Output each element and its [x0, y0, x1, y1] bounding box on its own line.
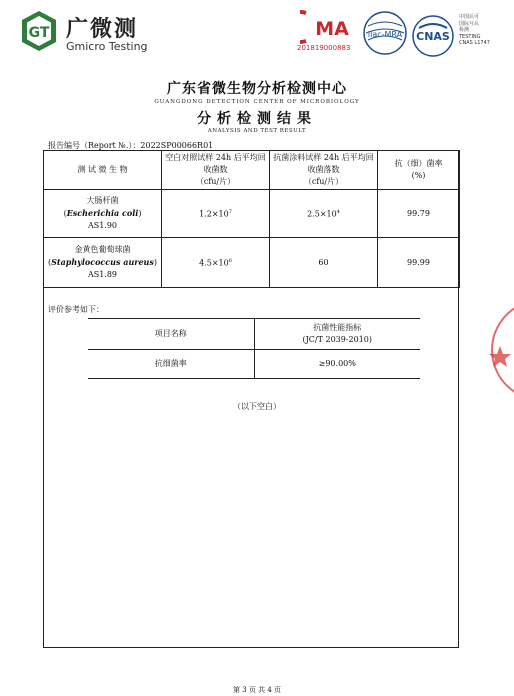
header-treated	[270, 151, 378, 190]
evaluation-header-row	[88, 319, 420, 350]
blank-count-cell	[162, 190, 270, 238]
results-table	[43, 150, 460, 288]
company-name-en: Gmicro Testing	[66, 40, 148, 53]
blank-count-exp: 7	[228, 209, 232, 216]
strain-name-cn: 金黄色葡萄球菌	[74, 245, 131, 254]
eval-value: ≥90.00%	[254, 350, 420, 379]
eval-header-index-label: 抗菌性能指标	[313, 323, 362, 332]
blank-count-exp: 6	[228, 258, 232, 265]
strain-id: AS1.89	[87, 270, 118, 279]
table-header-row	[44, 151, 460, 190]
header-treated-label: 抗菌涂料试样 24h 后平均回收菌落数	[273, 153, 374, 174]
strain-name-latin-wrap: (Staphylococcus aureus)	[47, 257, 158, 267]
header-rate	[378, 151, 460, 190]
strain-id: AS1.90	[87, 221, 118, 230]
header-rate-label: 抗（细）菌率	[394, 159, 443, 168]
eval-item: 抗细菌率	[88, 350, 254, 379]
strain-name-latin: Escherichia coli	[66, 208, 139, 218]
rate-cell: 99.99	[378, 238, 460, 288]
report-number: 报告编号（Report №.）：2022SP00066R01	[48, 141, 214, 150]
treated-count-base: 2.5×10	[307, 209, 337, 219]
blank-count-base: 4.5×10	[199, 258, 229, 268]
header-rate-unit: (%)	[411, 171, 426, 180]
report-title: 分析检测结果	[197, 111, 317, 127]
treated-count-exp: 4	[336, 209, 340, 216]
gmicro-logo-icon	[20, 10, 58, 52]
header-blank	[162, 151, 270, 190]
ilac-text: ilac-MRA	[367, 30, 403, 39]
organization-title-en: GUANGDONG DETECTION CENTER OF MICROBIOLOGY	[154, 99, 360, 105]
blank-count-base: 1.2×10	[199, 209, 229, 219]
evaluation-label: 评价参考如下：	[48, 305, 104, 314]
table-row	[44, 190, 460, 238]
strain-name-cn: 大肠杆菌	[86, 196, 119, 205]
evaluation-row	[88, 350, 420, 379]
strain-cell	[44, 190, 162, 238]
eval-header-index-std: (JC/T 2039-2010)	[302, 335, 373, 344]
header-blank-unit: （cfu/片）	[195, 177, 236, 186]
header-blank-label: 空白对照试样 24h 后平均回收菌数	[165, 153, 266, 174]
eval-header-index	[254, 319, 420, 350]
cnas-logo-icon	[411, 14, 455, 58]
blank-below-note: （以下空白）	[233, 402, 281, 411]
cnas-text: CNAS	[416, 30, 450, 43]
red-seal-icon	[486, 298, 514, 402]
cma-number: 201819000883	[297, 44, 351, 52]
eval-header-item: 项目名称	[88, 319, 254, 350]
strain-name-latin-wrap: (Escherichia coli)	[63, 208, 142, 218]
evaluation-table	[88, 318, 420, 379]
strain-name-latin: Staphylococcus aureus	[51, 257, 154, 267]
ilac-mra-icon	[362, 10, 408, 56]
strain-cell	[44, 238, 162, 288]
treated-count-cell: 60	[270, 238, 378, 288]
company-name-cn: 广微测	[66, 17, 139, 42]
cnas-accreditation-text: 中国认可 国际互认 检测 TESTING CNAS L1747	[459, 14, 490, 46]
rate-cell: 99.79	[378, 190, 460, 238]
treated-count-cell	[270, 190, 378, 238]
header-strain: 测 试 微 生 物	[44, 151, 162, 190]
blank-count-cell	[162, 238, 270, 288]
table-row	[44, 238, 460, 288]
cma-mark-text: MA	[315, 18, 349, 40]
cma-mark-icon	[300, 10, 358, 44]
logo-mark-text: GT	[28, 25, 50, 41]
organization-title: 广东省微生物分析检测中心	[167, 81, 347, 97]
header-treated-unit: （cfu/片）	[303, 177, 344, 186]
page-number: 第 3 页 共 4 页	[232, 686, 282, 694]
report-title-en: ANALYSIS AND TEST RESULT	[207, 128, 307, 134]
